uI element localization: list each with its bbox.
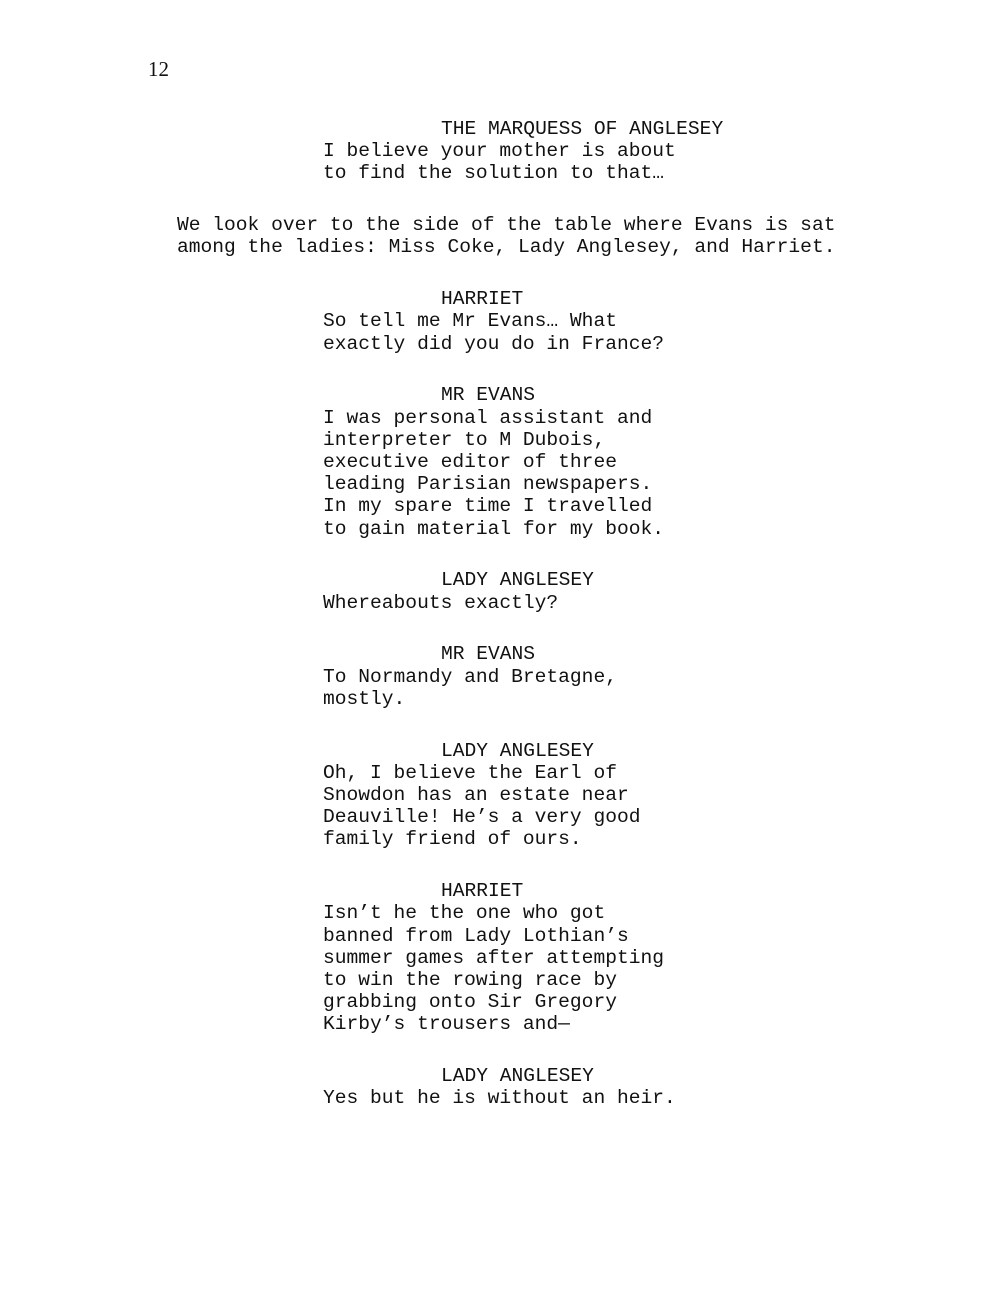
dialogue-line: banned from Lady Lothian’s xyxy=(323,924,629,947)
character-name: LADY ANGLESEY xyxy=(441,569,594,592)
character-name: MR EVANS xyxy=(441,384,536,407)
character-name: THE MARQUESS OF ANGLESEY xyxy=(441,118,724,140)
character-name: LADY ANGLESEY xyxy=(441,739,594,762)
action-line: among the ladies: Miss Coke, Lady Anglesey, and Harriet. xyxy=(177,236,836,259)
character-name: MR EVANS xyxy=(441,643,536,666)
dialogue-line: exactly did you do in France? xyxy=(323,332,664,355)
character-name: HARRIET xyxy=(441,880,524,903)
page-number: 12 xyxy=(148,57,169,81)
dialogue-line: Deauville! He’s a very good xyxy=(323,806,641,829)
dialogue-line: I believe your mother is about xyxy=(323,140,676,163)
dialogue-block xyxy=(0,569,1000,613)
dialogue-line: summer games after attempting xyxy=(323,946,664,969)
dialogue-block xyxy=(0,643,1000,710)
dialogue-line: mostly. xyxy=(323,687,406,710)
dialogue-block xyxy=(0,740,1000,851)
dialogue-line: Snowdon has an estate near xyxy=(323,784,629,807)
dialogue-line: Whereabouts exactly? xyxy=(323,591,559,614)
dialogue-block xyxy=(0,1065,1000,1109)
dialogue-line: So tell me Mr Evans… What xyxy=(323,310,617,333)
dialogue-line: to gain material for my book. xyxy=(323,517,664,540)
dialogue-line: family friend of ours. xyxy=(323,828,582,851)
dialogue-line: grabbing onto Sir Gregory xyxy=(323,991,617,1014)
dialogue-block xyxy=(0,288,1000,355)
screenplay-body xyxy=(0,118,1000,1110)
dialogue-line: To Normandy and Bretagne, xyxy=(323,665,617,688)
action-block xyxy=(0,214,1000,258)
character-name: LADY ANGLESEY xyxy=(441,1065,594,1088)
dialogue-line: Kirby’s trousers and— xyxy=(323,1013,570,1036)
dialogue-line: to win the rowing race by xyxy=(323,969,617,992)
dialogue-block xyxy=(0,384,1000,539)
dialogue-block xyxy=(0,880,1000,1035)
dialogue-line: interpreter to M Dubois, xyxy=(323,428,606,451)
dialogue-line: In my spare time I travelled xyxy=(323,495,653,518)
dialogue-line: leading Parisian newspapers. xyxy=(323,473,653,496)
character-name: HARRIET xyxy=(441,288,524,311)
dialogue-block xyxy=(0,118,1000,185)
dialogue-line: Oh, I believe the Earl of xyxy=(323,761,617,784)
dialogue-line: executive editor of three xyxy=(323,451,617,474)
dialogue-line: Isn’t he the one who got xyxy=(323,902,606,925)
dialogue-line: Yes but he is without an heir. xyxy=(323,1087,676,1110)
dialogue-line: I was personal assistant and xyxy=(323,406,653,429)
action-line: We look over to the side of the table where Evans is sat xyxy=(177,214,836,237)
dialogue-line: to find the solution to that… xyxy=(323,162,664,185)
